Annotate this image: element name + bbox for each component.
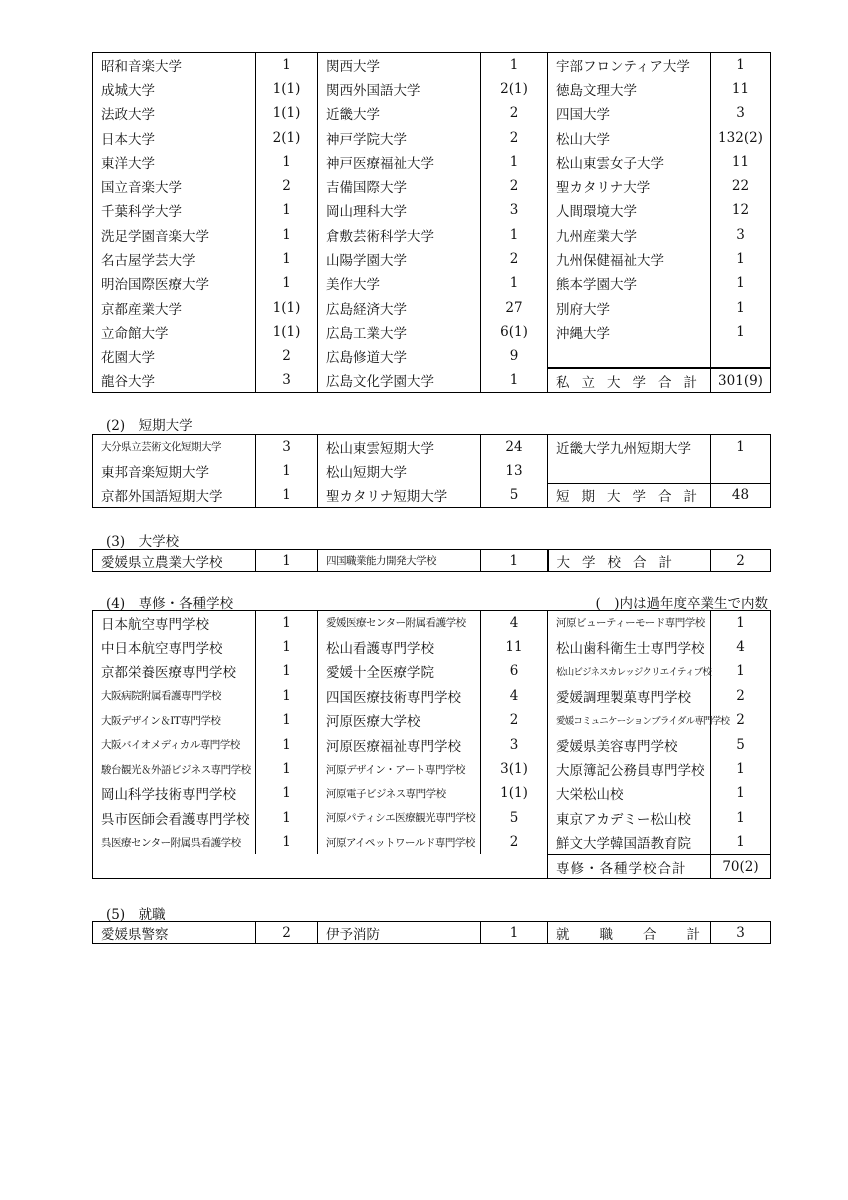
institution-name: 九州産業大学: [548, 223, 711, 247]
student-count: 1: [256, 198, 318, 222]
student-count: 22: [711, 174, 771, 198]
table-row: [93, 101, 771, 125]
student-count: 1(1): [256, 320, 318, 344]
student-count: 11: [711, 77, 771, 101]
student-count: 1: [481, 368, 548, 392]
section-heading-employment: (5) 就職: [106, 907, 166, 923]
institution-name: 沖縄大学: [548, 320, 711, 344]
institution-name: 愛媛調理製菓専門学校: [548, 684, 711, 708]
student-count: 2: [256, 174, 318, 198]
institution-name: 名古屋学芸大学: [93, 247, 256, 271]
institution-name: 中日本航空専門学校: [93, 635, 256, 659]
institution-name: 松山短期大学: [318, 459, 481, 483]
student-count: 3: [481, 198, 548, 222]
student-count: 4: [481, 611, 548, 635]
table-row: [93, 320, 771, 344]
institution-name: 大阪デザイン＆IT専門学校: [93, 708, 256, 732]
table-row: [93, 732, 771, 756]
student-count: 1: [711, 806, 771, 830]
institution-name: 愛媛十全医療学院: [318, 659, 481, 683]
empty-cell: [481, 854, 548, 878]
institution-name: 広島修道大学: [318, 344, 481, 368]
employment-table: [92, 921, 771, 944]
total-label: 私立大学合計: [548, 368, 711, 392]
institution-name: 人間環境大学: [548, 198, 711, 222]
student-count: 2: [711, 708, 771, 732]
student-count: 3: [711, 223, 771, 247]
student-count: 1: [711, 435, 771, 459]
student-count: 2: [711, 684, 771, 708]
student-count: 2: [481, 125, 548, 149]
student-count: 1: [256, 53, 318, 77]
table-row: [93, 757, 771, 781]
institution-name: 徳島文理大学: [548, 77, 711, 101]
institution-name: 大原簿記公務員専門学校: [548, 757, 711, 781]
student-count: 1: [256, 635, 318, 659]
institution-name: 神戸学院大学: [318, 125, 481, 149]
institution-name: 近畿大学: [318, 101, 481, 125]
student-count: 27: [481, 295, 548, 319]
institution-name: 昭和音楽大学: [93, 53, 256, 77]
junior-college-table: [92, 434, 771, 508]
table-row: [93, 77, 771, 101]
table-row: [93, 247, 771, 271]
student-count: 1: [481, 223, 548, 247]
institution-name: 聖カタリナ大学: [548, 174, 711, 198]
empty-cell: [256, 854, 318, 878]
institution-name: 京都外国語短期大学: [93, 483, 256, 507]
institution-name: 四国医療技術専門学校: [318, 684, 481, 708]
student-count: 1: [711, 611, 771, 635]
table-row: [93, 198, 771, 222]
institution-name: 河原ビューティーモード専門学校: [548, 611, 711, 635]
table-row: [93, 659, 771, 683]
table-row: [93, 435, 771, 459]
institution-name: 国立音楽大学: [93, 174, 256, 198]
institution-name: 広島経済大学: [318, 295, 481, 319]
institution-name: 松山歯科衛生士専門学校: [548, 635, 711, 659]
total-value: 70(2): [711, 854, 771, 878]
student-count: 1: [256, 830, 318, 854]
institution-name: 明治国際医療大学: [93, 271, 256, 295]
institution-name: 聖カタリナ短期大学: [318, 483, 481, 507]
institution-name: 神戸医療福祉大学: [318, 150, 481, 174]
institution-name: 愛媛医療センター附属看護学校: [318, 611, 481, 635]
total-value: 301(9): [711, 368, 771, 392]
institution-name: 関西外国語大学: [318, 77, 481, 101]
student-count: 3(1): [481, 757, 548, 781]
student-count: 5: [711, 732, 771, 756]
table-row: [93, 806, 771, 830]
table-row: [93, 125, 771, 149]
table-row: [93, 150, 771, 174]
student-count: 1: [711, 295, 771, 319]
note-previous-year-graduates: ( )内は過年度卒業生で内数: [595, 596, 768, 612]
institution-name: 松山看護専門学校: [318, 635, 481, 659]
student-count: 1: [256, 459, 318, 483]
student-count: 2: [256, 922, 318, 944]
student-count: 1: [256, 271, 318, 295]
institution-name: [548, 459, 711, 483]
institution-name: 成城大学: [93, 77, 256, 101]
table-row: [93, 174, 771, 198]
table-row: [93, 295, 771, 319]
student-count: [711, 459, 771, 483]
student-count: 1: [481, 922, 548, 944]
institution-name: 四国職業能力開発大学校: [318, 550, 481, 572]
institution-name: 龍谷大学: [93, 368, 256, 392]
student-count: 1: [256, 150, 318, 174]
table-row: [93, 781, 771, 805]
student-count: 5: [481, 806, 548, 830]
empty-cell: [318, 854, 481, 878]
student-count: 1: [481, 271, 548, 295]
employer-name: 愛媛県警察: [93, 922, 256, 944]
student-count: 2: [481, 101, 548, 125]
student-count: 4: [481, 684, 548, 708]
student-count: 1(1): [256, 77, 318, 101]
institution-name: 京都栄養医療専門学校: [93, 659, 256, 683]
student-count: 1: [481, 150, 548, 174]
institution-name: 愛媛県立農業大学校: [93, 550, 256, 572]
institution-name: 東京アカデミー松山校: [548, 806, 711, 830]
table-row: [93, 550, 771, 572]
table-row: [93, 53, 771, 77]
total-label: 大学校合計: [548, 550, 711, 572]
institution-name: 吉備国際大学: [318, 174, 481, 198]
table-row: [93, 223, 771, 247]
institution-name: 呉市医師会看護専門学校: [93, 806, 256, 830]
institution-name: 倉敷芸術科学大学: [318, 223, 481, 247]
student-count: 11: [711, 150, 771, 174]
institution-name: 愛媛県美容専門学校: [548, 732, 711, 756]
student-count: 2: [481, 174, 548, 198]
total-value: 3: [711, 922, 771, 944]
institution-name: 日本大学: [93, 125, 256, 149]
institution-name: 岡山理科大学: [318, 198, 481, 222]
institution-name: 河原医療福祉専門学校: [318, 732, 481, 756]
institution-name: 九州保健福祉大学: [548, 247, 711, 271]
student-count: 1(1): [481, 781, 548, 805]
student-count: 1: [256, 611, 318, 635]
institution-name: 四国大学: [548, 101, 711, 125]
college-table: [92, 549, 771, 572]
table-row: [93, 830, 771, 854]
institution-name: 別府大学: [548, 295, 711, 319]
student-count: 1: [711, 271, 771, 295]
institution-name: 宇部フロンティア大学: [548, 53, 711, 77]
student-count: 1: [256, 684, 318, 708]
institution-name: 松山大学: [548, 125, 711, 149]
institution-name: 山陽学園大学: [318, 247, 481, 271]
student-count: 1: [256, 806, 318, 830]
institution-name: 河原パティシエ医療観光専門学校: [318, 806, 481, 830]
student-count: 1: [711, 781, 771, 805]
student-count: 3: [256, 435, 318, 459]
institution-name: 東邦音楽短期大学: [93, 459, 256, 483]
student-count: 2: [481, 830, 548, 854]
institution-name: 近畿大学九州短期大学: [548, 435, 711, 459]
student-count: 1: [711, 320, 771, 344]
student-count: 2: [481, 708, 548, 732]
student-count: 1: [711, 659, 771, 683]
section-heading-college: (3) 大学校: [106, 534, 180, 550]
total-value: 2: [711, 550, 771, 572]
institution-name: 松山東雲女子大学: [548, 150, 711, 174]
institution-name: 河原デザイン・アート専門学校: [318, 757, 481, 781]
total-value: 48: [711, 483, 771, 507]
table-row: [93, 635, 771, 659]
institution-name: 駿台観光＆外語ビジネス専門学校: [93, 757, 256, 781]
student-count: 2: [256, 344, 318, 368]
institution-name: 岡山科学技術専門学校: [93, 781, 256, 805]
student-count: 6: [481, 659, 548, 683]
institution-name: 洗足学園音楽大学: [93, 223, 256, 247]
institution-name: 立命館大学: [93, 320, 256, 344]
institution-name: 京都産業大学: [93, 295, 256, 319]
employer-name: 伊予消防: [318, 922, 481, 944]
institution-name: 千葉科学大学: [93, 198, 256, 222]
institution-name: 鮮文大学韓国語教育院: [548, 830, 711, 854]
institution-name: 河原アイペットワールド専門学校: [318, 830, 481, 854]
student-count: 13: [481, 459, 548, 483]
student-count: 5: [481, 483, 548, 507]
institution-name: 大阪バイオメディカル専門学校: [93, 732, 256, 756]
section-heading-vocational: (4) 専修・各種学校: [106, 596, 234, 612]
institution-name: 広島工業大学: [318, 320, 481, 344]
institution-name: 関西大学: [318, 53, 481, 77]
student-count: 3: [711, 101, 771, 125]
total-label: 専修・各種学校合計: [548, 854, 711, 878]
empty-cell: [93, 854, 256, 878]
section-heading-junior-college: (2) 短期大学: [106, 418, 193, 434]
table-row: [93, 271, 771, 295]
student-count: 1: [481, 53, 548, 77]
student-count: 11: [481, 635, 548, 659]
student-count: 6(1): [481, 320, 548, 344]
institution-name: 河原医療大学校: [318, 708, 481, 732]
student-count: 1: [256, 732, 318, 756]
student-count: 1: [711, 247, 771, 271]
institution-name: 日本航空専門学校: [93, 611, 256, 635]
institution-name: 美作大学: [318, 271, 481, 295]
student-count: 9: [481, 344, 548, 368]
student-count: 1: [256, 247, 318, 271]
student-count: 1: [256, 757, 318, 781]
table-row: [93, 708, 771, 732]
empty-cell: [548, 344, 711, 368]
student-count: 1: [711, 757, 771, 781]
table-row: [93, 344, 771, 368]
student-count: 1: [256, 483, 318, 507]
table-row: [93, 611, 771, 635]
institution-name: 大分県立芸術文化短期大学: [93, 435, 256, 459]
table-row: [93, 922, 771, 944]
institution-name: 東洋大学: [93, 150, 256, 174]
student-count: 3: [256, 368, 318, 392]
total-label: 短期大学合計: [548, 483, 711, 507]
institution-name: 熊本学園大学: [548, 271, 711, 295]
table-row: [93, 854, 771, 878]
total-label: 就職合計: [548, 922, 711, 944]
institution-name: 愛媛コミュニケーションブライダル専門学校: [548, 708, 711, 732]
institution-name: 松山ビジネスカレッジクリエイティブ校: [548, 659, 711, 683]
institution-name: 呉医療センター附属呉看護学校: [93, 830, 256, 854]
student-count: 2: [481, 247, 548, 271]
student-count: 1: [256, 708, 318, 732]
table-row: [93, 684, 771, 708]
institution-name: 松山東雲短期大学: [318, 435, 481, 459]
student-count: 3: [481, 732, 548, 756]
institution-name: 大栄松山校: [548, 781, 711, 805]
table-row: [93, 459, 771, 483]
student-count: 132(2): [711, 125, 771, 149]
institution-name: 花園大学: [93, 344, 256, 368]
student-count: 1: [256, 550, 318, 572]
vocational-school-table: [92, 610, 771, 879]
student-count: 1(1): [256, 101, 318, 125]
student-count: 12: [711, 198, 771, 222]
table-row: [93, 368, 771, 392]
student-count: 2(1): [256, 125, 318, 149]
institution-name: 大阪病院附属看護専門学校: [93, 684, 256, 708]
student-count: 1: [256, 659, 318, 683]
student-count: 1: [256, 223, 318, 247]
student-count: 1: [256, 781, 318, 805]
table-row: [93, 483, 771, 507]
student-count: 24: [481, 435, 548, 459]
student-count: 1(1): [256, 295, 318, 319]
institution-name: 河原電子ビジネス専門学校: [318, 781, 481, 805]
student-count: 1: [711, 53, 771, 77]
institution-name: 広島文化学園大学: [318, 368, 481, 392]
student-count: 1: [481, 550, 548, 572]
student-count: 1: [711, 830, 771, 854]
private-university-table: [92, 52, 771, 393]
student-count: 2(1): [481, 77, 548, 101]
institution-name: 法政大学: [93, 101, 256, 125]
empty-cell: [711, 344, 771, 368]
student-count: 4: [711, 635, 771, 659]
